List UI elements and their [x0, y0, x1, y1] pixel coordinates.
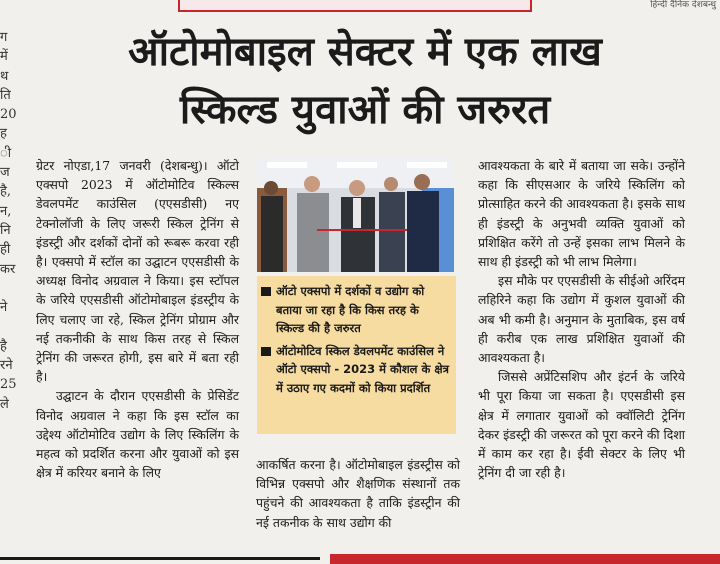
margin-fragment [0, 279, 14, 298]
article-column-2 [256, 455, 460, 532]
margin-fragment: ले [0, 396, 9, 412]
event-photo-image [257, 158, 454, 272]
margin-fragment: रने [0, 358, 13, 374]
margin-fragment [0, 317, 14, 336]
margin-fragment: ही [0, 242, 11, 258]
margin-fragment: में [0, 49, 8, 65]
margin-fragment: कर [0, 261, 16, 277]
margin-fragment: ने [0, 300, 8, 316]
top-strip [0, 0, 720, 10]
article-paragraph: जिससे अप्रेंटिसशिप और इंटर्न के जरिये भी पूरा किया जा सकता है। एएसडीसी इस क्षेत्र में लगातार युवाओं को क्वॉलिटी ट्रेनिंग देकर इंडस्ट्री की जरूरत को पूरा करने की दिशा में काम कर रहा है। ईवी सेक्टर के लिए भी ट्रेनिंग दी जा रही है। [478, 369, 685, 481]
margin-fragment: 25 [0, 377, 17, 393]
bottom-rule [0, 557, 320, 560]
margin-fragment: है [0, 338, 7, 354]
square-bullet-icon [261, 287, 271, 296]
highlight-text: ऑटोमोटिव स्किल डेवलपमेंट काउंसिल ने ऑटो एक्सपो - 2023 में कौशल के क्षेत्र में उठाए गए कदमों को किया प्रदर्शित [276, 343, 449, 395]
margin-fragment: न, [0, 203, 12, 219]
highlight-text: ऑटो एक्सपो में दर्शकों व उद्योग को बताया जा रहा है कि किस तरह के स्किल्ड की है जरुरत [276, 284, 425, 335]
margin-fragment: 20 [0, 107, 17, 123]
top-right-text: हिन्दी दैनिक देशबन्धु [650, 0, 716, 10]
headline-line-1: ऑटोमोबाइल सेक्टर में एक लाख [128, 29, 602, 75]
margin-fragment: है, [0, 184, 12, 200]
bottom-red-band [330, 554, 720, 564]
article-paragraph: आकर्षित करना है। ऑटोमोबाइल इंडस्ट्रीस को विभिन्न एक्सपो और शैक्षणिक संस्थानों तक पहुंचने की आवश्यकता है ताकि इंडस्ट्रीन की नई तकनीक के साथ उद्योग की [256, 457, 460, 530]
article-paragraph: इस मौके पर एएसडीसी के सीईओ अरिंदम लहिरिने कहा कि उद्योग में कुशल युवाओं की अब भी कमी है। अनुमान के मुताबिक, इस वर्ष ही करीब एक लाख प्रशिक्षित युवाओं की आवश्यकता है। [478, 273, 685, 366]
highlight-item [261, 342, 450, 398]
article-paragraph: ग्रेटर नोएडा,17 जनवरी (देशबन्धु)। ऑटो एक्सपो 2023 में ऑटोमोटिव स्किल्स डेवलपमेंट काउंसिल (एएसडीसी) नए टेक्नोलॉजी के लिए जरूरी स्किल ट्रेनिंग से इंडस्ट्री और दर्शकों दोनों को रूबरू करवा रही है। एक्सपो में स्टॉल का उद्घाटन एएसडीसी के अध्यक्ष विनोद अग्रवाल ने किया। इस स्टॉपल के जरिये एएसडीसी ऑटोमोबाइल इंडस्ट्रीय के लिए चलाए जा रहे, स्किल ट्रेनिंग प्रोग्राम और नई तकनीकी के साथ किस तरह से स्किल ट्रेनिंग की जरूरत होगी, इस बारे में बता रही है। [36, 158, 239, 385]
article-paragraph: उद्घाटन के दौरान एएसडीसी के प्रेसिडेंट विनोद अग्रवाल ने कहा कि इस स्टॉल का उद्देश्य ऑटोमोटिव उद्योग के लिए स्किलिंग के महत्व को प्रदर्शित करना और युवाओं को इस क्षेत्र में करियर बनाने के लिए [36, 388, 239, 481]
highlight-item [261, 282, 450, 338]
article-column-3 [478, 156, 685, 482]
highlight-box [257, 276, 456, 434]
top-masthead-box [178, 0, 532, 12]
margin-fragment: नि [0, 222, 11, 238]
square-bullet-icon [261, 347, 271, 356]
article-column-1 [36, 156, 239, 482]
margin-fragment: ज [0, 165, 10, 181]
adjacent-column-fragment [0, 28, 17, 564]
event-photo [257, 158, 454, 272]
margin-fragment: थ [0, 68, 9, 84]
margin-fragment: ह [0, 126, 7, 142]
margin-fragment: ी [0, 145, 12, 161]
margin-fragment: ग [0, 30, 8, 45]
headline-line-2: स्किल्ड युवाओं की जरुरत [179, 87, 551, 133]
margin-fragment: ति [0, 87, 11, 103]
article-paragraph: आवश्यकता के बारे में बताया जा सके। उन्होंने कहा कि सीएसआर के जरिये स्किलिंग को प्रोत्साहित करने की आवश्यकता है। इसके साथ ही इंडस्ट्री के अनुभवी व्यक्ति युवाओं को प्रशिक्षित करेंगे तो उन्हें इसका लाभ मिलने के साथ ही इंडस्ट्री को भी लाभ मिलेगा। [478, 158, 685, 270]
